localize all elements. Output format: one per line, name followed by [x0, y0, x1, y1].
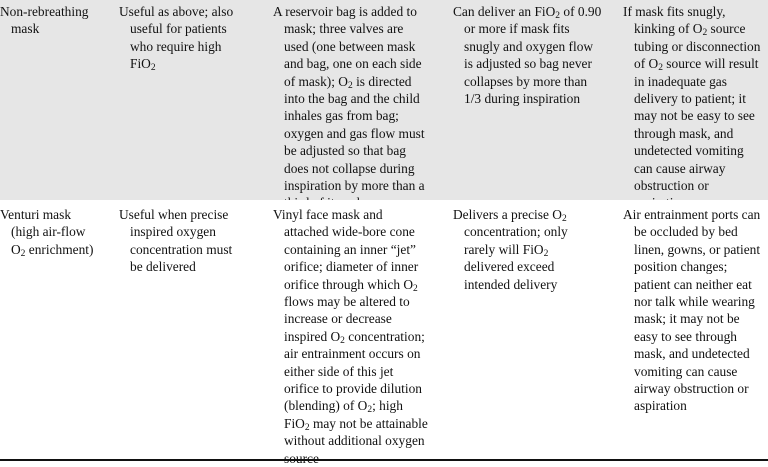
description-cell	[273, 3, 446, 212]
cell-text-line: concentration; only	[464, 224, 568, 240]
cell-text-line: Delivers a precise $O_2$	[453, 207, 567, 224]
cell-text-line: oxygen and gas flow must	[284, 125, 425, 141]
cell-text-line: containing an inner “jet”	[284, 241, 416, 257]
cell-text-line: Can deliver an FiO$_2$ of 0.90	[453, 4, 602, 21]
cell-text-line: be occluded by bed	[634, 224, 738, 240]
cell-text-line: may not be easy to see	[634, 108, 755, 124]
cell-text-line: A reservoir bag is added to	[273, 4, 417, 19]
delivery-cell	[453, 206, 613, 293]
cell-text-line: vomiting can cause	[634, 363, 738, 379]
considerations-cell	[623, 206, 768, 415]
cell-text-line: without additional oxygen	[284, 433, 425, 449]
delivery-cell	[453, 3, 613, 107]
cell-text-line: of $O_2$ source will result	[634, 56, 759, 74]
cell-text-line: mask, and undetected	[634, 346, 750, 362]
cell-text-line: position changes;	[634, 259, 728, 275]
cell-text-line: aspiration	[634, 398, 687, 414]
cell-text-line: orifice through which $O_2$	[284, 276, 418, 294]
cell-text-line: inspired $O_2$ concentration;	[284, 328, 425, 346]
cell-text-line: inspired oxygen	[130, 224, 216, 240]
cell-text-line: flows may be altered to	[284, 294, 410, 310]
cell-text-line: kinking of $O_2$ source	[634, 21, 746, 39]
cell-text-line: air entrainment occurs on	[284, 346, 421, 362]
cell-text-line: FiO$_2$	[130, 56, 156, 74]
cell-text-line: mask	[11, 21, 40, 37]
cell-text-line: nor talk while wearing	[634, 294, 755, 310]
cell-text-line: in inadequate gas	[634, 73, 727, 89]
cell-text-line: of mask); $O_2$ is directed	[284, 73, 412, 91]
cell-text-line: delivered exceed	[464, 259, 555, 275]
cell-text-line: undetected vomiting	[634, 143, 744, 159]
cell-text-line: useful for patients	[130, 21, 227, 37]
cell-text-line: obstruction or	[634, 178, 709, 194]
cell-text-line: attached wide-bore cone	[284, 224, 415, 240]
cell-text-line: orifice to provide dilution	[284, 381, 422, 397]
table-row	[0, 200, 768, 458]
device-cell	[0, 3, 108, 38]
cell-text-line: can cause airway	[634, 160, 726, 176]
use-cell	[119, 206, 265, 276]
cell-text-line: Useful when precise	[119, 207, 229, 222]
table-bottom-rule	[0, 459, 768, 461]
cell-text-line: airway obstruction or	[634, 381, 749, 397]
cell-text-line: inspiration by more than a	[284, 178, 425, 194]
cell-text-line: linen, gowns, or patient	[634, 241, 761, 257]
cell-text-line: patient can neither eat	[634, 276, 752, 292]
cell-text-line: is adjusted so bag never	[464, 56, 592, 72]
cell-text-line: be adjusted so that bag	[284, 143, 406, 159]
table-row	[0, 0, 768, 200]
cell-text-line: 1/3 during inspiration	[464, 91, 581, 107]
cell-text-line: $O_2$ enrichment)	[11, 241, 94, 259]
cell-text-line: (blending) of $O_2$; high	[284, 398, 403, 416]
use-cell	[119, 3, 265, 73]
description-cell	[273, 206, 446, 467]
cell-text-line: and bag, one on each side	[284, 56, 422, 72]
cell-text-line: mask; three valves are	[284, 21, 404, 37]
cell-text-line: snugly and oxygen flow	[464, 38, 594, 54]
cell-text-line: through mask, and	[634, 125, 734, 141]
cell-text-line: inhales gas from bag;	[284, 108, 399, 124]
cell-text-line: Non-rebreathing	[0, 4, 89, 19]
cell-text-line: rarely will FiO$_2$	[464, 241, 549, 259]
cell-text-line: If mask fits snugly,	[623, 4, 726, 19]
cell-text-line: either side of this jet	[284, 363, 394, 379]
cell-text-line: who require high	[130, 38, 222, 54]
cell-text-line: increase or decrease	[284, 311, 392, 327]
cell-text-line: into the bag and the child	[284, 91, 420, 107]
cell-text-line: delivery to patient; it	[634, 91, 746, 107]
device-cell	[0, 206, 108, 258]
cell-text-line: concentration must	[130, 241, 233, 257]
cell-text-line: (high air-flow	[11, 224, 86, 240]
cell-text-line: be delivered	[130, 259, 196, 275]
cell-text-line: orifice; diameter of inner	[284, 259, 419, 275]
cell-text-line: does not collapse during	[284, 160, 415, 176]
cell-text-line: FiO$_2$ may not be attainable	[284, 415, 428, 433]
cell-text-line: used (one between mask	[284, 38, 416, 54]
cell-text-line: or more if mask fits	[464, 21, 570, 37]
cell-text-line: Air entrainment ports can	[623, 207, 761, 222]
cell-text-line: Useful as above; also	[119, 4, 234, 19]
cell-text-line: Venturi mask	[0, 207, 72, 222]
cell-text-line: collapses by more than	[464, 73, 588, 89]
cell-text-line: easy to see through	[634, 328, 738, 344]
cell-text-line: mask; it may not be	[634, 311, 740, 327]
considerations-cell	[623, 3, 768, 212]
cell-text-line: Vinyl face mask and	[273, 207, 383, 222]
cell-text-line: intended delivery	[464, 276, 558, 292]
cell-text-line: tubing or disconnection	[634, 38, 761, 54]
